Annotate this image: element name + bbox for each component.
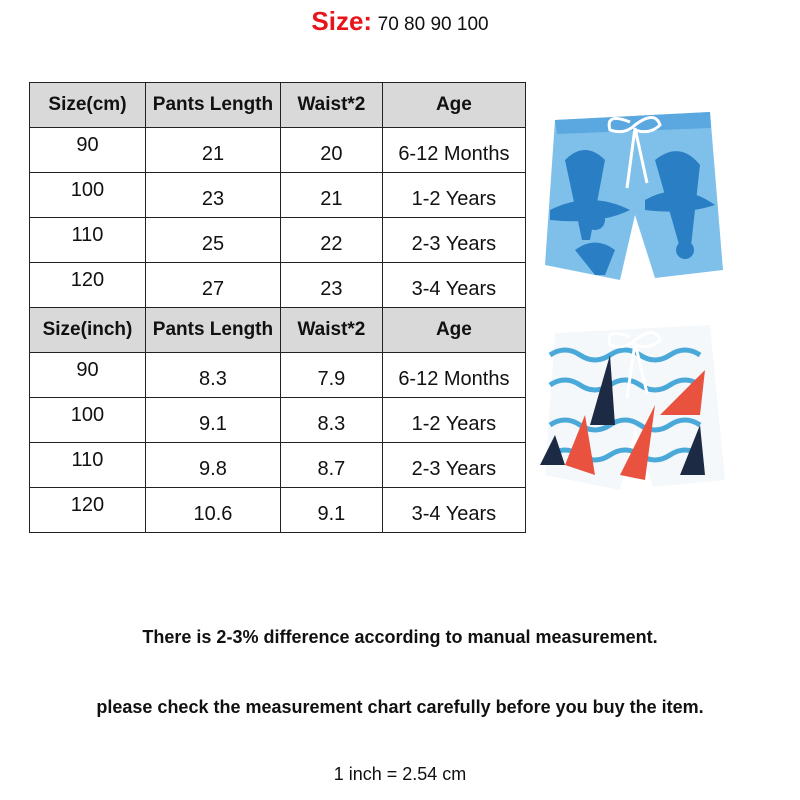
cell-text: 3-4 Years — [411, 502, 497, 525]
cell-text: 90 — [76, 133, 99, 156]
table-row — [30, 218, 526, 263]
size-title — [0, 6, 800, 37]
table-row — [30, 488, 526, 533]
table-cell — [145, 398, 280, 443]
table-cell — [30, 308, 146, 353]
table-row — [30, 173, 526, 218]
cell-text: 120 — [70, 268, 105, 291]
cell-text: 9.1 — [317, 502, 346, 525]
table-row — [30, 263, 526, 308]
table-cell — [281, 353, 383, 398]
cell-text: Size(cm) — [48, 94, 127, 115]
cell-text: 100 — [70, 403, 105, 426]
table-cell — [281, 218, 383, 263]
table-cell — [281, 308, 383, 353]
table-cell — [30, 173, 146, 218]
cell-text: 1-2 Years — [411, 412, 497, 435]
size-chart-table — [29, 82, 526, 533]
table-cell — [281, 263, 383, 308]
cell-text: 6-12 Months — [398, 142, 510, 165]
cell-text: 2-3 Years — [411, 457, 497, 480]
table-header-row — [30, 83, 526, 128]
table-row — [30, 353, 526, 398]
measurement-difference-note: There is 2-3% difference according to manual measurement. — [142, 627, 658, 647]
table-row — [30, 128, 526, 173]
cell-text: 23 — [201, 187, 225, 210]
table-row — [30, 398, 526, 443]
cell-text: 110 — [71, 448, 104, 471]
cell-text: Age — [435, 94, 472, 115]
table-cell — [145, 488, 280, 533]
table-cell — [145, 218, 280, 263]
table-cell — [382, 173, 525, 218]
cell-text: 1-2 Years — [411, 187, 497, 210]
table-cell — [30, 488, 146, 533]
size-label: Size: — [311, 6, 373, 36]
table-cell — [382, 128, 525, 173]
table-cell — [382, 83, 525, 128]
size-values: 70 80 90 100 — [377, 14, 489, 35]
table-cell — [382, 443, 525, 488]
cell-text: Size(inch) — [42, 319, 133, 340]
cell-text: 9.1 — [199, 412, 227, 435]
table-cell — [30, 398, 146, 443]
cell-text: 27 — [201, 277, 225, 300]
table-row — [30, 443, 526, 488]
cell-text: Pants Length — [152, 94, 274, 115]
table-cell — [382, 308, 525, 353]
palm-print-shorts-image — [535, 100, 735, 290]
cell-text: 8.3 — [317, 412, 346, 435]
cell-text: 9.8 — [199, 457, 227, 480]
cell-text: Pants Length — [152, 319, 274, 340]
cell-text: 3-4 Years — [411, 277, 497, 300]
cell-text: 10.6 — [193, 502, 233, 525]
cell-text: Waist*2 — [297, 94, 366, 115]
cell-text: 8.7 — [317, 457, 346, 480]
cell-text: 8.3 — [199, 367, 227, 390]
table-cell — [145, 443, 280, 488]
inch-conversion-note: 1 inch = 2.54 cm — [333, 764, 467, 784]
cell-text: 120 — [70, 493, 105, 516]
cell-text: 20 — [320, 142, 343, 165]
table-cell — [382, 488, 525, 533]
cell-text: 2-3 Years — [411, 232, 497, 255]
table-cell — [382, 398, 525, 443]
table-cell — [30, 353, 146, 398]
table-cell — [30, 128, 146, 173]
table-cell — [281, 83, 383, 128]
table-cell — [30, 83, 146, 128]
table-cell — [145, 263, 280, 308]
cell-text: 90 — [76, 358, 99, 381]
table-cell — [382, 353, 525, 398]
cell-text: 22 — [320, 232, 343, 255]
cell-text: Waist*2 — [297, 319, 366, 340]
table-cell — [145, 308, 280, 353]
cell-text: 25 — [201, 232, 225, 255]
check-chart-note: please check the measurement chart carefully before you buy the item. — [96, 697, 704, 717]
table-cell — [30, 263, 146, 308]
table-cell — [382, 218, 525, 263]
table-cell — [145, 353, 280, 398]
cell-text: 100 — [70, 178, 105, 201]
table-cell — [281, 398, 383, 443]
table-header-row — [30, 308, 526, 353]
cell-text: 21 — [201, 142, 225, 165]
cell-text: 23 — [320, 277, 343, 300]
cell-text: 21 — [320, 187, 343, 210]
cell-text: 7.9 — [317, 367, 346, 390]
table-cell — [281, 173, 383, 218]
table-cell — [281, 128, 383, 173]
table-cell — [281, 488, 383, 533]
table-cell — [145, 173, 280, 218]
table-cell — [281, 443, 383, 488]
table-cell — [145, 83, 280, 128]
table-cell — [30, 218, 146, 263]
sailboat-print-shorts-image — [535, 315, 735, 500]
cell-text: Age — [435, 319, 472, 340]
cell-text: 6-12 Months — [398, 367, 510, 390]
table-cell — [145, 128, 280, 173]
cell-text: 110 — [71, 223, 104, 246]
table-cell — [382, 263, 525, 308]
table-cell — [30, 443, 146, 488]
